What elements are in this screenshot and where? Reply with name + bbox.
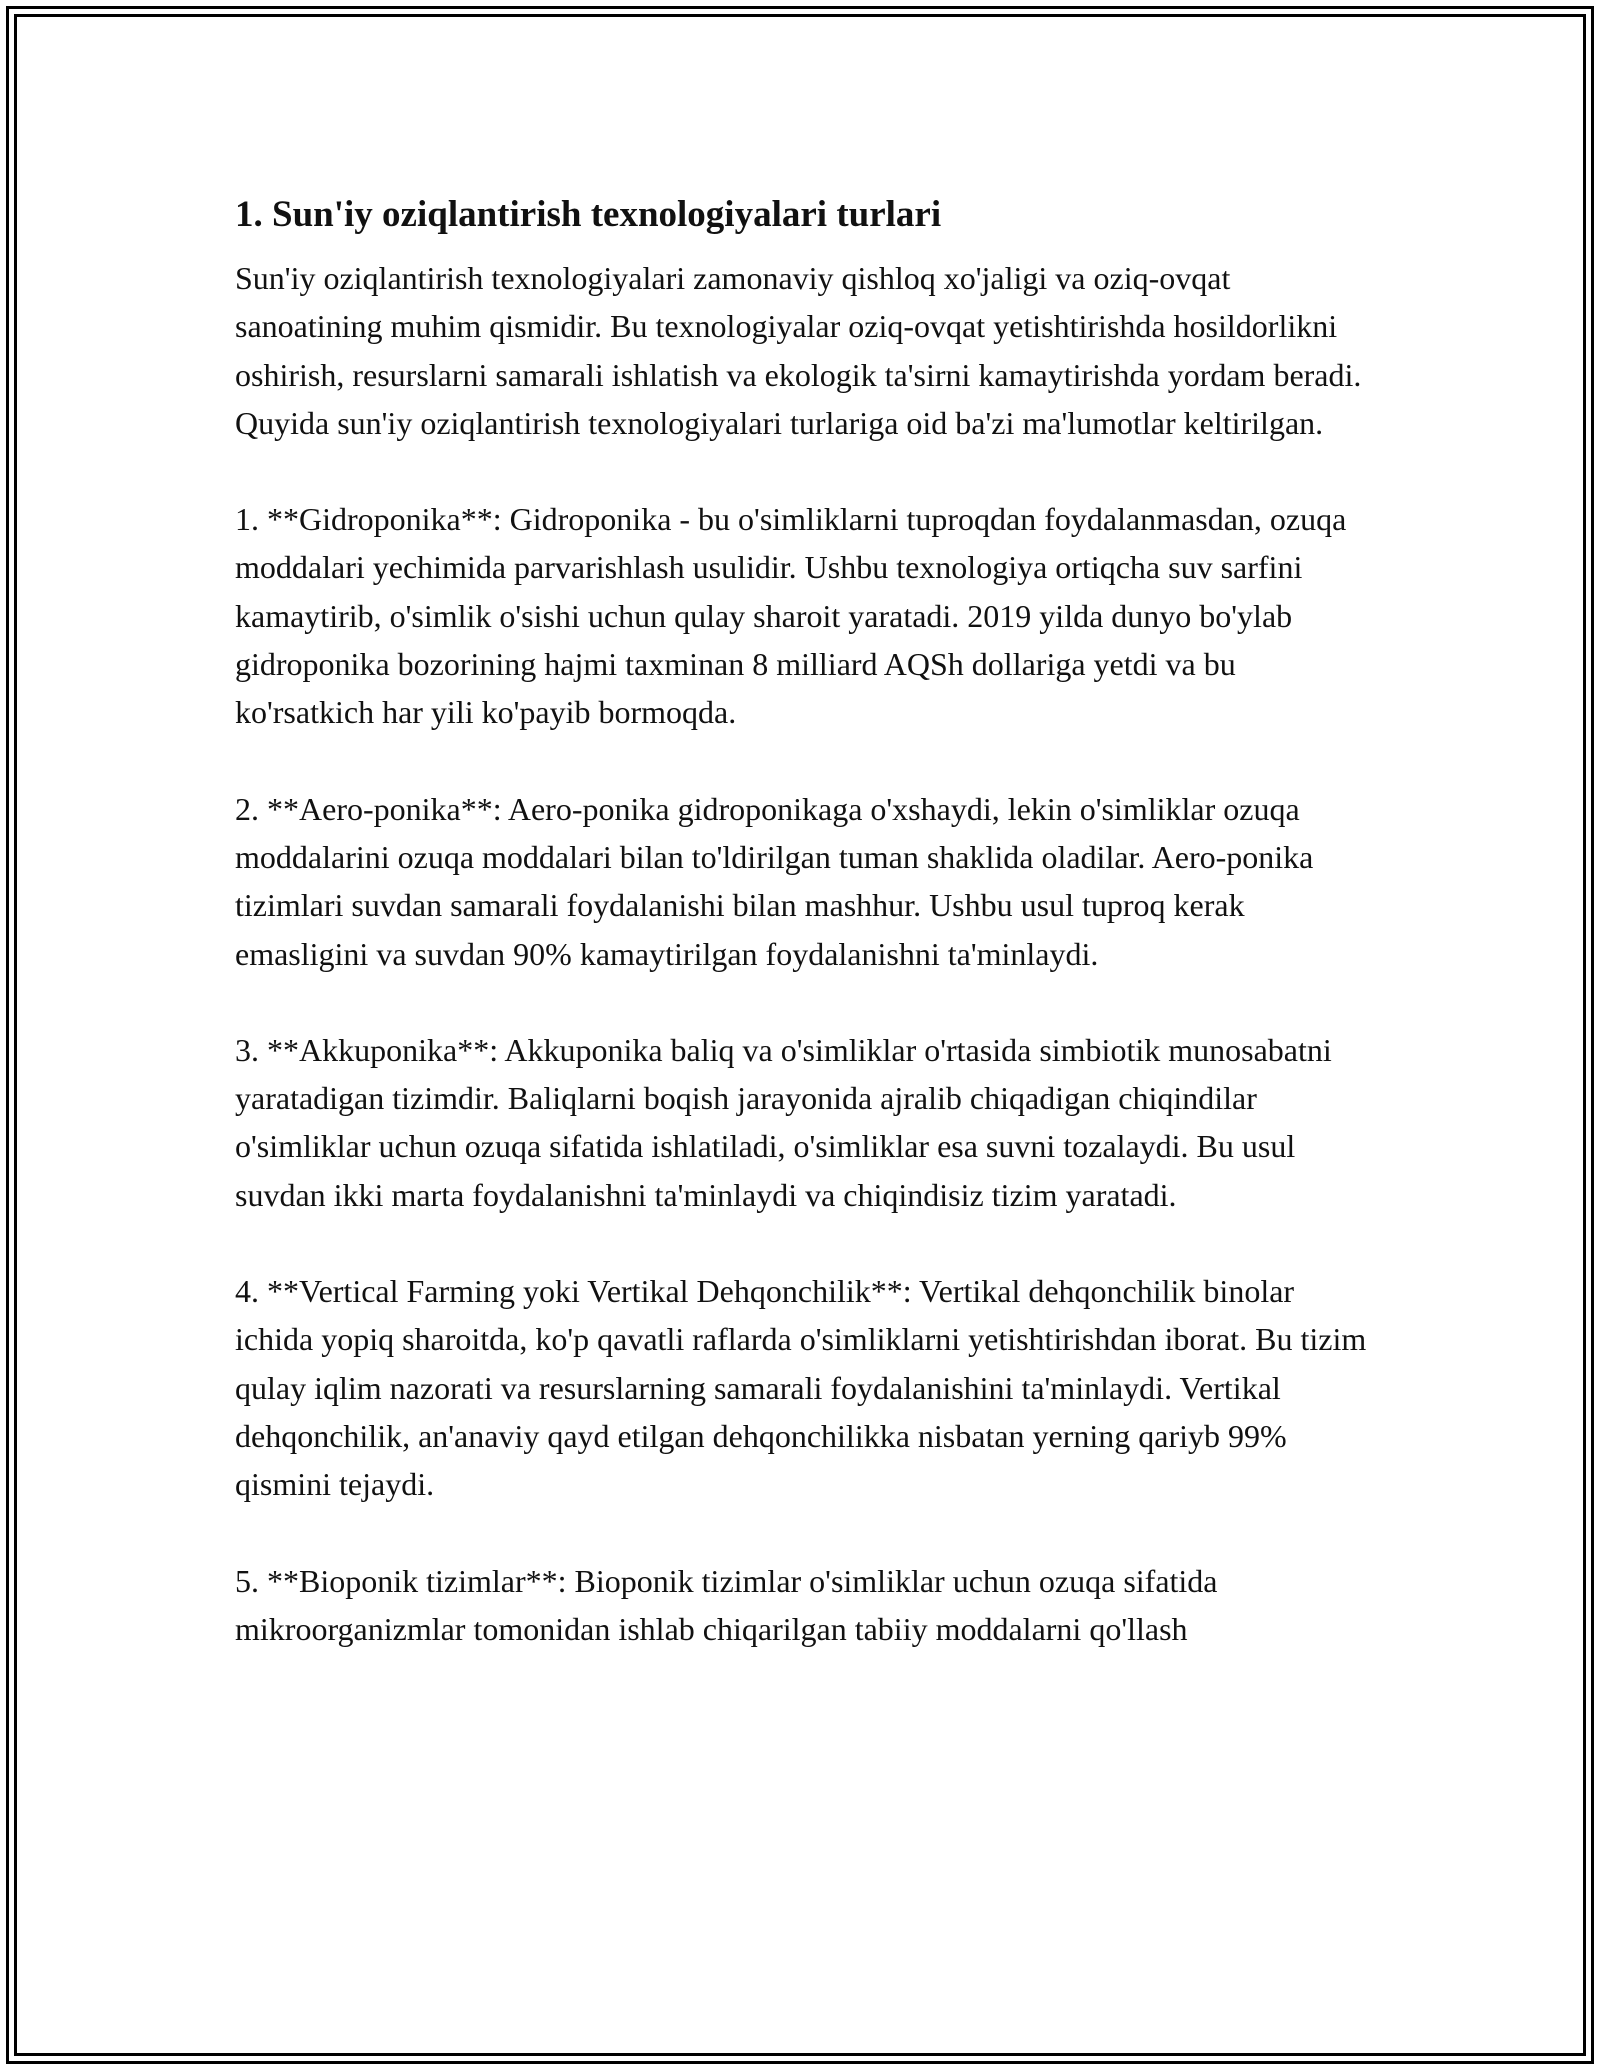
paragraph-aeroponika: 2. **Aero-ponika**: Aero-ponika gidroponikaga o'xshaydi, lekin o'simliklar ozuqa moddalarini ozuqa moddalari bilan to'ldirilgan tuman shaklida oladilar. Aero-ponika tizimlari suvdan samarali foydalanishi bilan mashhur. Ushbu usul tuproq kerak emasligini va suvdan 90% kamaytirilgan foydalanishni ta'minlaydi.: [235, 790, 1314, 972]
document-body: [235, 188, 1375, 1701]
intro-paragraph: Sun'iy oziqlantirish texnologiyalari zamonaviy qishloq xo'jaligi va oziq-ovqat sanoatining muhim qismidir. Bu texnologiyalar oziq-ovqat yetishtirishda hosildorlikni oshirish, resurslarni samarali ishlatish va ekologik ta'sirni kamaytirishda yordam beradi. Quyida sun'iy oziqlantirish texnologiyalari turlariga oid ba'zi ma'lumotlar keltirilgan.: [235, 260, 1362, 441]
document-title: 1. Sun'iy oziqlantirish texnologiyalari turlari: [235, 194, 942, 235]
paragraph-akkuponika: 3. **Akkuponika**: Akkuponika baliq va o'simliklar o'rtasida simbiotik munosabatni yaratadigan tizimdir. Baliqlarni boqish jarayonida ajralib chiqadigan chiqindilar o'simliklar uchun ozuqa sifatida ishlatiladi, o'simliklar esa suvni tozalaydi. Bu usul suvdan ikki marta foydalanishni ta'minlaydi va chiqindisiz tizim yaratadi.: [235, 1031, 1332, 1213]
paragraph-vertical-farming: 4. **Vertical Farming yoki Vertikal Dehqonchilik**: Vertikal dehqonchilik binolar ichida yopiq sharoitda, ko'p qavatli raflarda o'simliklarni yetishtirishdan iborat. Bu tizim qulay iqlim nazorati va resurslarning samarali foydalanishini ta'minlaydi. Vertikal dehqonchilik, an'anaviy qayd etilgan dehqonchilikka nisbatan yerning qariyb 99% qismini tejaydi.: [235, 1273, 1367, 1503]
paragraph-gidroponika: 1. **Gidroponika**: Gidroponika - bu o'simliklarni tuproqdan foydalanmasdan, ozuqa moddalari yechimida parvarishlash usulidir. Ushbu texnologiya ortiqcha suv sarfini kamaytirib, o'simlik o'sishi uchun qulay sharoit yaratadi. 2019 yilda dunyo bo'ylab gidroponika bozorining hajmi taxminan 8 milliard AQSh dollariga yetdi va bu ko'rsatkich har yili ko'payib bormoqda.: [235, 501, 1347, 731]
paragraph-bioponik: 5. **Bioponik tizimlar**: Bioponik tizimlar o'simliklar uchun ozuqa sifatida mikroorganizmlar tomonidan ishlab chiqarilgan tabiiy moddalarni qo'llash: [235, 1562, 1218, 1647]
